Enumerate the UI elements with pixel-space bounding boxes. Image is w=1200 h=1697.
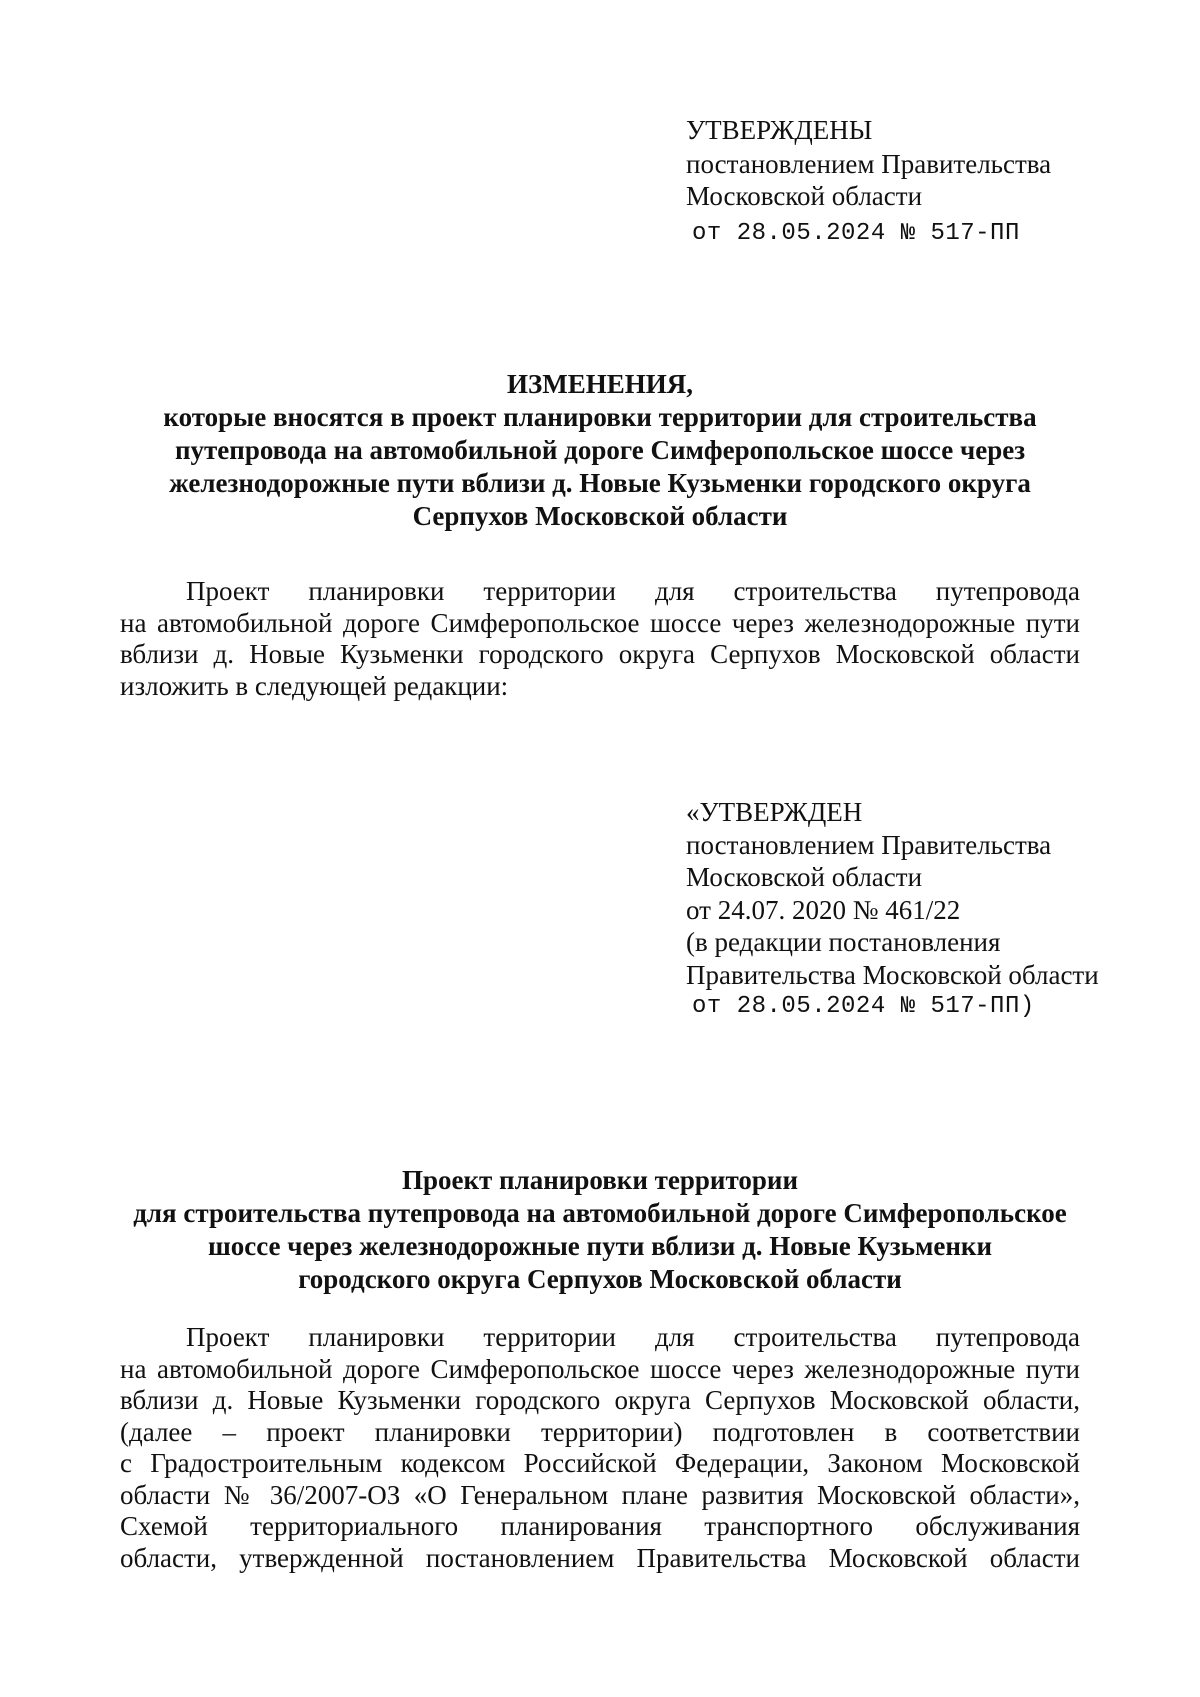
paragraph-line: с Градостроительным кодексом Российской Федерации, Законом Московской <box>120 1448 1080 1478</box>
approval-date-number: от 28.05.2024 № 517-ПП <box>692 220 1020 247</box>
changes-subtitle-line: Серпухов Московской области <box>412 501 788 531</box>
paragraph-line: на автомобильной дороге Симферопольское шоссе через железнодорожные пути <box>120 1353 1080 1384</box>
approval-revision-authority: Правительства Московской области <box>686 959 1099 990</box>
approval-region: Московской области <box>686 862 923 892</box>
project-heading-line: городского округа Серпухов Московской области <box>298 1264 902 1294</box>
approval-title: «УТВЕРЖДЕН <box>686 797 863 827</box>
changes-subtitle-line: путепровода на автомобильной дороге Симферопольское шоссе через <box>174 435 1026 465</box>
project-heading-line: шоссе через железнодорожные пути вблизи д. Новые Кузьменки <box>207 1231 993 1261</box>
approval-authority: постановлением Правительства <box>686 829 1052 860</box>
paragraph-line: изложить в следующей редакции: <box>120 670 509 701</box>
paragraph-2 <box>120 1322 1080 1574</box>
paragraph-line: области, утвержденной постановлением Правительства Московской области <box>120 1542 1080 1573</box>
paragraph-1 <box>120 576 1080 702</box>
approval-stamp-quoted <box>686 796 1099 1024</box>
changes-heading <box>120 368 1080 533</box>
approval-title: УТВЕРЖДЕНЫ <box>686 115 873 145</box>
paragraph-line: Проект планировки территории для строительства путепровода <box>186 576 1080 606</box>
paragraph-line: вблизи д. Новые Кузьменки городского округа Серпухов Московской области, <box>120 1385 1080 1415</box>
approval-authority: постановлением Правительства <box>686 149 1052 179</box>
paragraph-line: Схемой территориального планирования транспортного обслуживания <box>120 1511 1080 1541</box>
project-heading-line: Проект планировки территории <box>401 1165 799 1195</box>
approval-stamp-top <box>686 114 1051 250</box>
paragraph-line: Проект планировки территории для строительства путепровода <box>186 1322 1080 1352</box>
paragraph-line: области № 36/2007-ОЗ «О Генеральном плане развития Московской области», <box>120 1479 1080 1510</box>
changes-subtitle-line: которые вносятся в проект планировки территории для строительства <box>163 402 1037 432</box>
project-heading-line: для строительства путепровода на автомобильной дороге Симферопольское <box>133 1198 1067 1228</box>
approval-original-date: от 24.07. 2020 № 461/22 <box>686 894 961 925</box>
approval-revision-note: (в редакции постановления <box>686 927 1001 957</box>
changes-subtitle-line: железнодорожные пути вблизи д. Новые Кузьменки городского округа <box>169 468 1031 498</box>
paragraph-line: (далее – проект планировки территории) подготовлен в соответствии <box>120 1416 1080 1447</box>
approval-region: Московской области <box>686 181 923 211</box>
project-heading <box>120 1164 1080 1296</box>
approval-revision-date-number: от 28.05.2024 № 517-ПП) <box>692 993 1035 1020</box>
paragraph-line: вблизи д. Новые Кузьменки городского округа Серпухов Московской области <box>120 639 1080 669</box>
changes-title: ИЗМЕНЕНИЯ, <box>506 369 693 399</box>
paragraph-line: на автомобильной дороге Симферопольское шоссе через железнодорожные пути <box>120 607 1080 638</box>
